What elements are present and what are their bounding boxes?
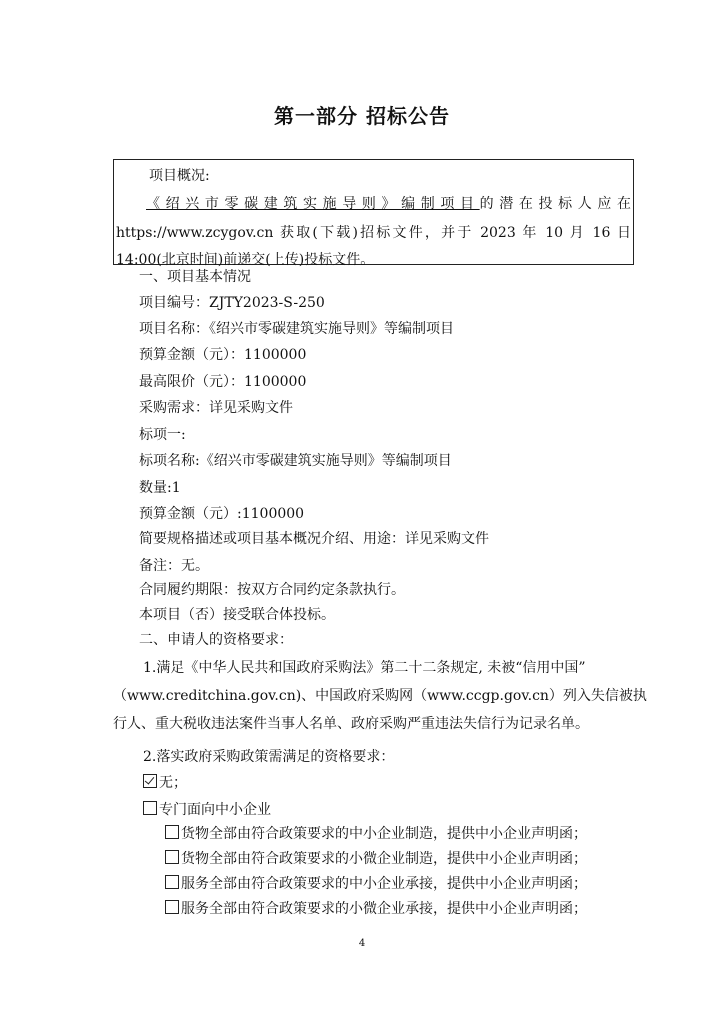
requirement-1-line-3: 行人、重大税收违法案件当事人名单、政府采购严重违法失信行为记录名单。	[113, 716, 589, 732]
overview-line-2: https://www.zcygov.cn 获取(下载)招标文件，并于 2023 年 10 月 16 日	[116, 225, 631, 241]
requirement-1-line-2: （www.creditchina.gov.cn)、中国政府采购网（www.ccgp.gov.cn）列入失信被执	[113, 688, 647, 704]
lot-name: 标项名称:《绍兴市零碳建筑实施导则》等编制项目	[139, 453, 452, 469]
sub-option-2-label: 货物全部由符合政策要求的小微企业制造，提供中小企业声明函；	[181, 851, 587, 867]
sub-option-4-label: 服务全部由符合政策要求的小微企业承接，提供中小企业声明函；	[181, 901, 587, 917]
budget-amount: 预算金额（元）：1100000	[139, 347, 307, 363]
sub-option-2	[165, 848, 587, 868]
lot-one: 标项一:	[139, 427, 186, 443]
section-1-heading: 一、项目基本情况	[139, 269, 251, 285]
remarks: 备注：无。	[139, 558, 209, 574]
max-price: 最高限价（元）：1100000	[139, 374, 307, 390]
sub-option-1-label: 货物全部由符合政策要求的中小企业制造，提供中小企业声明函；	[181, 826, 587, 842]
unchecked-box-icon[interactable]	[165, 900, 179, 914]
lot-budget: 预算金额（元）:1100000	[139, 506, 305, 522]
project-name: 项目名称：《绍兴市零碳建筑实施导则》等编制项目	[139, 321, 454, 337]
unchecked-box-icon[interactable]	[165, 825, 179, 839]
option-sme-label: 专门面向中小企业	[159, 802, 271, 818]
overview-heading: 项目概况:	[149, 168, 210, 184]
overview-line-3: 14:00(北京时间)前递交(上传)投标文件。	[116, 252, 375, 268]
project-number: 项目编号：ZJTY2023-S-250	[139, 295, 325, 311]
project-overview-box	[113, 159, 634, 268]
sub-option-3	[165, 873, 587, 893]
unchecked-box-icon[interactable]	[165, 850, 179, 864]
option-sme	[143, 799, 271, 819]
sub-option-1	[165, 823, 587, 843]
procurement-requirement: 采购需求：详见采购文件	[139, 400, 293, 416]
overview-line-1	[146, 193, 631, 213]
option-none-label: 无；	[159, 775, 187, 791]
requirement-2-heading: 2.落实政府采购政策需满足的资格要求：	[143, 749, 395, 765]
sub-option-3-label: 服务全部由符合政策要求的中小企业承接，提供中小企业声明函；	[181, 876, 587, 892]
quantity: 数量:1	[139, 480, 181, 496]
unchecked-box-icon[interactable]	[165, 875, 179, 889]
page-title: 第一部分 招标公告	[274, 104, 450, 128]
page-number: 4	[358, 938, 366, 949]
section-2-heading: 二、申请人的资格要求：	[139, 632, 293, 648]
contract-period: 合同履约期限：按双方合同约定条款执行。	[139, 582, 405, 598]
sub-option-4	[165, 898, 587, 918]
requirement-1-line-1: 1.满足《中华人民共和国政府采购法》第二十二条规定, 未被“信用中国”	[143, 660, 586, 676]
spec-description: 简要规格描述或项目基本概况介绍、用途：详见采购文件	[139, 531, 489, 547]
unchecked-box-icon[interactable]	[143, 801, 157, 815]
consortium-bid: 本项目（否）接受联合体投标。	[139, 607, 335, 623]
option-none	[143, 772, 187, 792]
overview-line-1-suffix: 的潜在投标人应在	[479, 196, 631, 212]
checked-box-icon[interactable]	[143, 774, 157, 788]
project-name-underlined: 《绍兴市零碳建筑实施导则》编制项目	[146, 196, 480, 212]
